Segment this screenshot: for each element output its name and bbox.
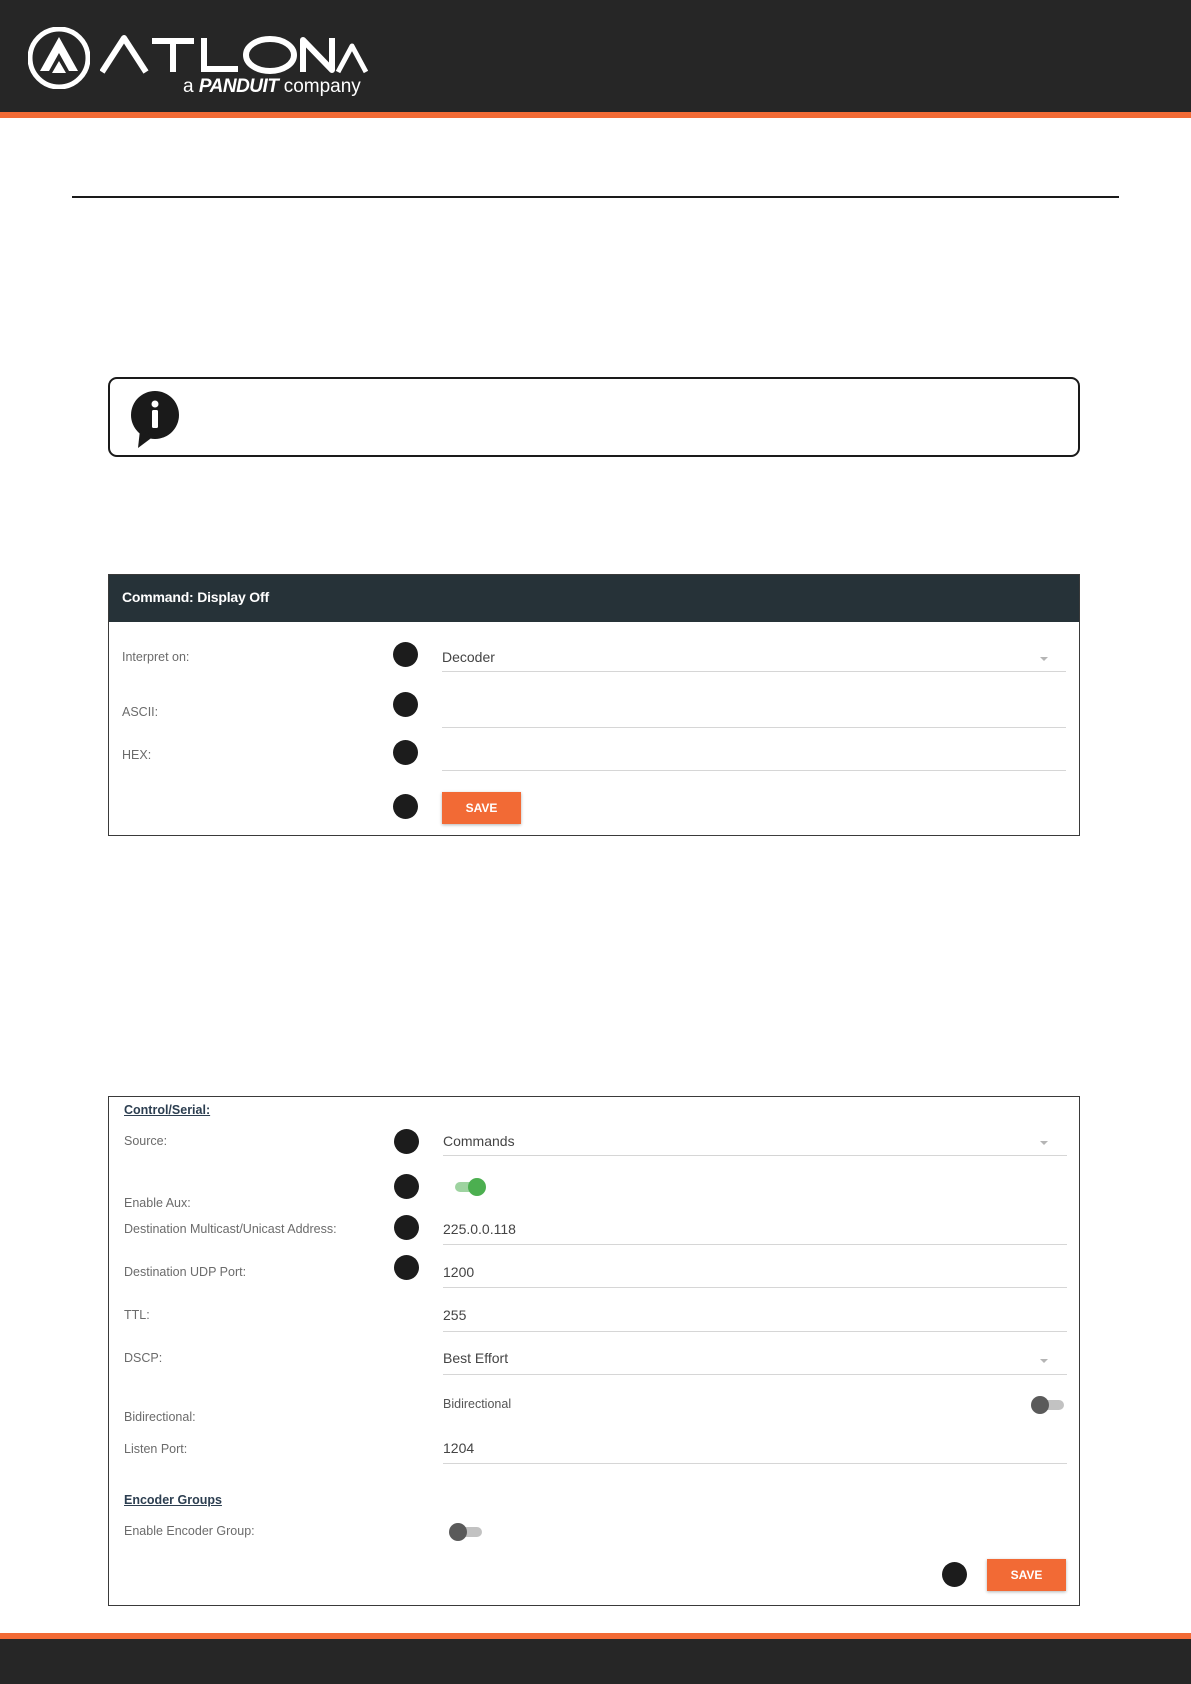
listen-port-label: Listen Port: <box>124 1442 188 1456</box>
destination-address-label: Destination Multicast/Unicast Address: <box>124 1222 337 1236</box>
header-accent-stripe <box>0 112 1191 118</box>
dscp-value: Best Effort <box>443 1350 509 1366</box>
toggle-knob <box>1031 1396 1049 1414</box>
bidirectional-toggle[interactable] <box>1031 1395 1065 1415</box>
ttl-label: TTL: <box>124 1308 150 1322</box>
field-underline <box>442 671 1066 672</box>
callout-marker-4 <box>393 794 418 819</box>
callout-marker-3 <box>393 740 418 765</box>
hex-label: HEX: <box>122 748 152 762</box>
toggle-knob <box>468 1178 486 1196</box>
field-underline <box>443 1155 1067 1156</box>
listen-port-value: 1204 <box>443 1440 475 1456</box>
control-serial-panel <box>108 1096 1080 1606</box>
callout-marker-3 <box>394 1215 419 1240</box>
command-panel <box>108 574 1080 836</box>
page-footer <box>0 1639 1191 1684</box>
source-value: Commands <box>443 1133 515 1149</box>
bidirectional-toggle-label: Bidirectional <box>443 1397 512 1411</box>
enable-aux-toggle[interactable] <box>452 1177 486 1197</box>
bidirectional-label: Bidirectional: <box>124 1410 196 1424</box>
interpret-on-label: Interpret on: <box>122 650 190 664</box>
save-button[interactable]: SAVE <box>442 792 521 824</box>
callout-marker-2 <box>394 1174 419 1199</box>
callout-marker-1 <box>394 1129 419 1154</box>
brand-tagline: a PANDUIT company <box>183 76 361 97</box>
callout-marker-5 <box>942 1562 967 1587</box>
ttl-value: 255 <box>443 1307 467 1323</box>
panel-title: Command: Display Off <box>122 589 269 605</box>
destination-address-value: 225.0.0.118 <box>443 1221 516 1237</box>
source-label: Source: <box>124 1134 168 1148</box>
atlona-wordmark <box>100 32 368 78</box>
enable-aux-label: Enable Aux: <box>124 1196 191 1210</box>
dscp-label: DSCP: <box>124 1351 163 1365</box>
destination-port-value: 1200 <box>443 1264 475 1280</box>
callout-marker-1 <box>393 642 418 667</box>
chevron-down-icon <box>1040 1359 1048 1363</box>
chevron-down-icon <box>1040 1141 1048 1145</box>
field-underline <box>443 1244 1067 1245</box>
field-underline <box>443 1331 1067 1332</box>
field-underline <box>443 1463 1067 1464</box>
callout-marker-4 <box>394 1255 419 1280</box>
atlona-logo-icon <box>28 27 90 89</box>
toggle-knob <box>449 1523 467 1541</box>
ascii-label: ASCII: <box>122 705 159 719</box>
field-underline <box>443 1374 1067 1375</box>
interpret-on-value: Decoder <box>442 649 495 665</box>
enable-encoder-group-toggle[interactable] <box>449 1522 483 1542</box>
save-button[interactable]: SAVE <box>987 1559 1066 1591</box>
control-serial-heading: Control/Serial: <box>124 1103 211 1117</box>
section-divider <box>72 196 1119 198</box>
chevron-down-icon <box>1040 657 1048 661</box>
page-header <box>0 0 1191 112</box>
panel-header <box>109 575 1079 622</box>
encoder-groups-heading: Encoder Groups <box>124 1493 222 1507</box>
callout-marker-2 <box>393 692 418 717</box>
field-underline <box>442 770 1066 771</box>
field-underline <box>443 1287 1067 1288</box>
info-speech-bubble-icon <box>128 390 182 450</box>
enable-encoder-group-label: Enable Encoder Group: <box>124 1524 255 1538</box>
destination-port-label: Destination UDP Port: <box>124 1265 247 1279</box>
info-note-box <box>108 377 1080 457</box>
field-underline <box>442 727 1066 728</box>
